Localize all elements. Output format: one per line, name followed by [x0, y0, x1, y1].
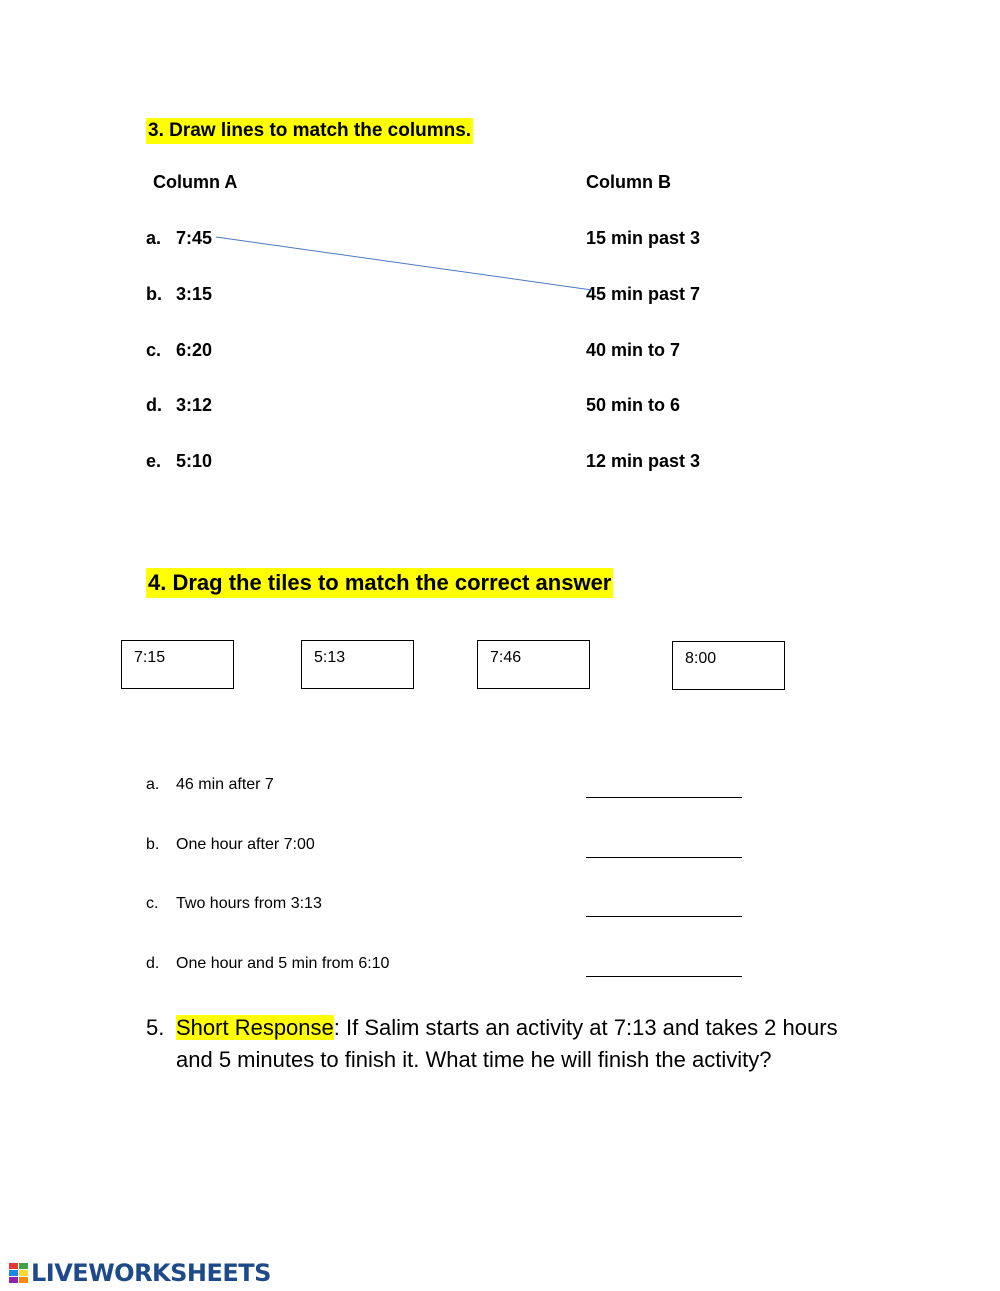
- answer-tile[interactable]: 8:00: [672, 641, 785, 690]
- liveworksheets-logo-icon: [9, 1261, 29, 1285]
- item-label: c.: [146, 340, 162, 360]
- item-value: 5:10: [176, 451, 213, 471]
- question-4-item-b: [146, 836, 315, 854]
- answer-drop-zone-b[interactable]: [586, 838, 742, 858]
- question-5-number: 5.: [146, 1015, 165, 1040]
- item-label: a.: [146, 228, 162, 248]
- answer-tile[interactable]: 7:46: [477, 640, 590, 689]
- logo-text: LIVEWORKSHEETS: [31, 1259, 271, 1287]
- item-value: 7:45: [176, 228, 213, 248]
- question-4-item-c: [146, 895, 322, 913]
- question-5: [146, 1012, 846, 1076]
- item-text: One hour after 7:00: [176, 836, 315, 853]
- item-value: 3:15: [176, 284, 213, 304]
- answer-drop-zone-c[interactable]: [586, 897, 742, 917]
- column-a-header: Column A: [153, 172, 238, 192]
- short-response-label: Short Response: [176, 1015, 334, 1040]
- column-b-item-1[interactable]: 15 min past 3: [586, 228, 701, 248]
- item-label: b.: [146, 836, 160, 853]
- item-label: b.: [146, 284, 162, 304]
- question-4-item-a: [146, 776, 274, 794]
- item-label: a.: [146, 776, 160, 793]
- item-text: One hour and 5 min from 6:10: [176, 955, 390, 972]
- question-5-text: : If Salim starts an activity at 7:13 and takes 2 hours and 5 minutes to finish it. What time he will finish the activity?: [176, 1015, 838, 1072]
- question-5-body: [176, 1012, 846, 1076]
- item-value: 6:20: [176, 340, 213, 360]
- question-3-title: 3. Draw lines to match the columns.: [146, 118, 473, 144]
- item-label: d.: [146, 395, 162, 415]
- answer-tile[interactable]: 7:15: [121, 640, 234, 689]
- item-label: c.: [146, 895, 159, 912]
- column-b-item-5[interactable]: 12 min past 3: [586, 451, 701, 471]
- question-4-title: 4. Drag the tiles to match the correct answer: [146, 568, 613, 598]
- answer-drop-zone-a[interactable]: [586, 778, 742, 798]
- column-b-item-2[interactable]: 45 min past 7: [586, 284, 701, 304]
- match-line: [216, 237, 592, 290]
- item-value: 3:12: [176, 395, 213, 415]
- item-text: 46 min after 7: [176, 776, 274, 793]
- item-label: e.: [146, 451, 162, 471]
- column-b-item-3[interactable]: 40 min to 7: [586, 340, 681, 360]
- item-text: Two hours from 3:13: [176, 895, 322, 912]
- column-b-header: Column B: [586, 172, 671, 192]
- liveworksheets-logo: [9, 1258, 271, 1288]
- answer-tile[interactable]: 5:13: [301, 640, 414, 689]
- answer-drop-zone-d[interactable]: [586, 957, 742, 977]
- item-label: d.: [146, 955, 160, 972]
- question-4-item-d: [146, 955, 389, 973]
- column-b-item-4[interactable]: 50 min to 6: [586, 395, 681, 415]
